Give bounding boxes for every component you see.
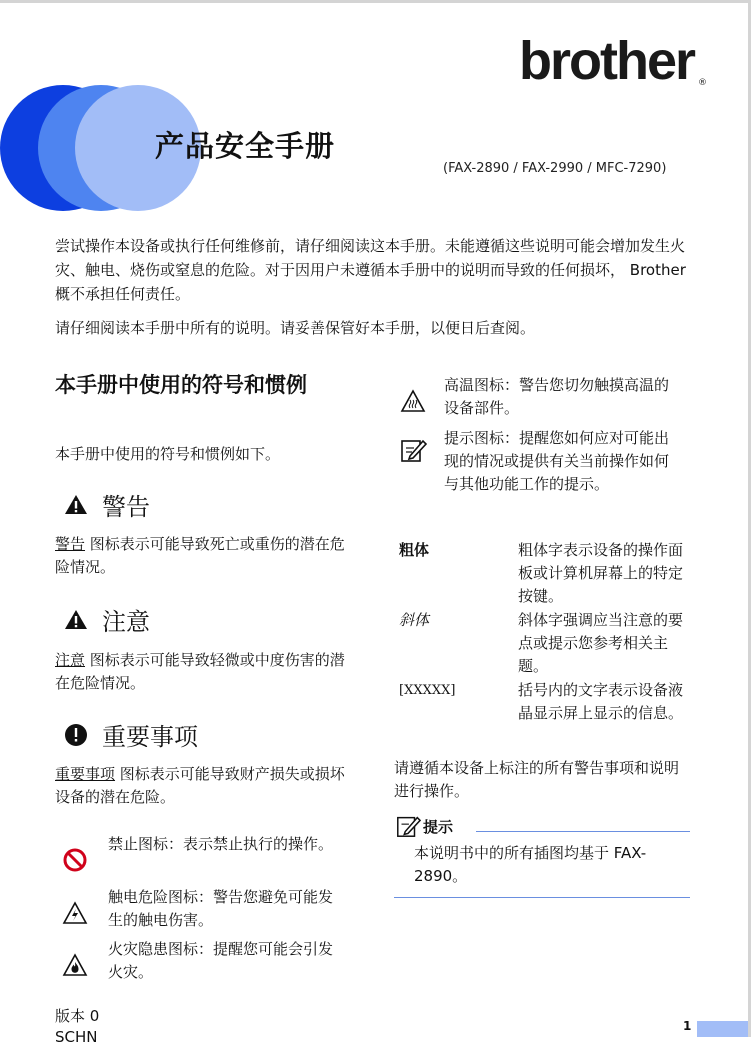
hot-symbol-row (398, 374, 683, 420)
tip-text: 提示图标：提醒您如何应对可能出现的情况或提供有关当前操作如何与其他功能工作的提示。 (444, 429, 670, 493)
note-header-pencil-icon (395, 813, 421, 839)
brand-logo: brother (519, 31, 694, 91)
important-heading-text: 重要事项 (102, 723, 198, 751)
fire-text: 火灾隐患图标：提醒您可能会引发火灾。 (108, 940, 334, 981)
convention-desc-italic: 斜体字强调应当注意的要点或提示您参考相关主题。 (518, 611, 684, 675)
electric-shock-icon (60, 898, 90, 928)
page-tab-bar (697, 1021, 748, 1037)
important-desc: 图标表示可能导致财产损失或损坏设备的潜在危险。 (55, 765, 345, 806)
section-heading: 本手册中使用的符号和惯例 (55, 373, 307, 397)
hot-surface-icon (398, 386, 428, 416)
convention-desc-bold: 粗体字表示设备的操作面板或计算机屏幕上的特定按键。 (518, 541, 684, 605)
version-label: 版本 0 (55, 1007, 100, 1025)
hot-text: 高温图标：警告您切勿触摸高温的设备部件。 (444, 376, 670, 417)
warning-desc: 图标表示可能导致死亡或重伤的潜在危险情况。 (55, 535, 345, 576)
important-term: 重要事项 (55, 765, 116, 783)
tip-symbol-row (398, 427, 683, 496)
caution-triangle-icon (64, 608, 88, 632)
page-top-border (0, 0, 751, 3)
prohibited-symbol-row (60, 833, 345, 875)
note-pencil-icon (398, 435, 428, 465)
caution-description (55, 649, 347, 695)
electric-text: 触电危险图标：警告您避免可能发生的触电伤害。 (108, 888, 334, 929)
convention-term-bracket: [XXXXX] (399, 683, 456, 698)
fire-hazard-icon (60, 950, 90, 980)
note-top-rule (476, 831, 690, 832)
note-header (395, 813, 453, 841)
warning-term: 警告 (55, 535, 86, 553)
caution-desc: 图标表示可能导致轻微或中度伤害的潜在危险情况。 (55, 651, 345, 692)
intro-block (55, 234, 695, 350)
warning-triangle-icon (64, 493, 88, 517)
caution-heading-text: 注意 (102, 608, 150, 636)
warning-heading-text: 警告 (102, 493, 150, 521)
follow-instructions: 请遵循本设备上标注的所有警告事项和说明进行操作。 (394, 759, 680, 800)
convention-desc-bracket: 括号内的文字表示设备液晶显示屏上显示的信息。 (518, 681, 684, 722)
note-bottom-rule (394, 897, 690, 898)
caution-term: 注意 (55, 651, 86, 669)
electric-symbol-row (60, 886, 345, 932)
prohibited-text: 禁止图标：表示禁止执行的操作。 (108, 835, 334, 853)
important-description (55, 763, 347, 809)
important-heading (64, 717, 198, 752)
warning-heading (64, 487, 150, 522)
language-code: SCHN (55, 1028, 98, 1046)
page-title: 产品安全手册 (155, 129, 336, 163)
convention-term-bold: 粗体 (399, 541, 430, 559)
intro-paragraph-2: 请仔细阅读本手册中所有的说明。请妥善保管好本手册，以便日后查阅。 (55, 319, 536, 337)
brand-registered-mark: ® (698, 78, 707, 88)
section-lead: 本手册中使用的符号和惯例如下。 (55, 445, 281, 463)
convention-term-italic: 斜体 (399, 611, 430, 629)
model-list: (FAX-2890 / FAX-2990 / MFC-7290) (443, 161, 667, 176)
note-text: 本说明书中的所有插图均基于 FAX-2890。 (414, 844, 647, 885)
intro-paragraph-1: 尝试操作本设备或执行任何维修前，请仔细阅读这本手册。未能遵循这些说明可能会增加发生火灾、触电、烧伤或窒息的危险。对于因用户未遵循本手册中的说明而导致的任何损坏， Brother 概不承担任何责任。 (55, 237, 686, 303)
caution-heading (64, 602, 150, 637)
warning-description (55, 533, 347, 579)
page-number: 1 (683, 1019, 692, 1033)
prohibited-icon (60, 845, 90, 875)
note-label: 提示 (423, 818, 454, 836)
fire-symbol-row (60, 938, 345, 984)
important-exclamation-icon (64, 723, 88, 747)
